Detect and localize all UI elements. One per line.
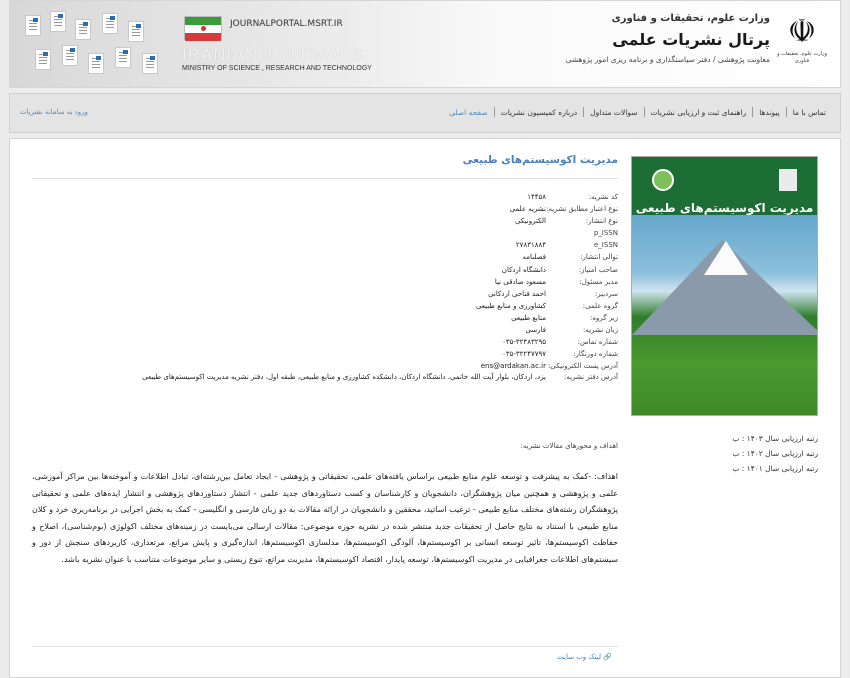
main-nav [9, 93, 841, 133]
info-label: e_ISSN [594, 241, 618, 250]
book-logo-icon [779, 169, 797, 191]
info-row [32, 191, 618, 203]
goals-heading: اهداف و محور‌های مقالات نشریه: [520, 442, 618, 450]
cover-title: مدیریت اکوسیستم‌های طبیعی [635, 201, 814, 215]
info-row [32, 264, 618, 276]
info-label: آدرس دفتر نشریه: [564, 373, 618, 382]
email-value[interactable]: ens@ardakan.ac.ir [480, 362, 546, 371]
info-row [32, 300, 618, 312]
info-value: ۲۷۸۳۱۸۸۴ [515, 241, 546, 250]
nav-about-commission[interactable]: درباره کمیسیون نشریات [500, 107, 578, 117]
info-row [32, 215, 618, 227]
info-row [32, 251, 618, 263]
info-value: دانشگاه اردکان [501, 265, 546, 274]
info-value: کشاورزی و منابع طبیعی [475, 301, 546, 310]
divider [32, 646, 618, 647]
info-row [32, 360, 618, 372]
login-link[interactable]: ورود به سامانه نشریات [20, 108, 88, 116]
nav-divider [786, 107, 787, 117]
info-row [32, 312, 618, 324]
website-link[interactable] [557, 653, 612, 661]
nav-links[interactable]: پیوندها [759, 107, 780, 117]
info-label: سردبیر: [594, 289, 618, 298]
nav-home[interactable]: صفحه اصلی [449, 107, 488, 117]
info-row [32, 324, 618, 336]
info-row [32, 203, 618, 215]
info-row [32, 372, 618, 382]
info-row [32, 276, 618, 288]
info-label: نوع اعتبار مطابق نشریه: [546, 205, 618, 214]
info-row [32, 239, 618, 251]
info-label: p_ISSN [593, 229, 618, 238]
info-label: نوع انتشار: [585, 217, 618, 226]
info-label: شماره دورنگار: [573, 350, 618, 359]
ministry-persian: وزارت علوم، تحقیقات و فناوری [611, 13, 770, 24]
iran-flag-icon [184, 16, 222, 40]
info-row [32, 336, 618, 348]
journal-description: اهداف: -کمک به پیشرفت و توسعه علوم منابع طبیعی براساس یافته‌های علمی، تحقیقاتی و پژوهشی - ایجاد تعامل بین‌رشته‌ای، تبادل اطلاعات و آموخته‌ها بین مراکز آموزشی، علمی و پژوهشی و همچنین میان پژوهشگران، دانشجویان و کارشناسان و کسب دستاوردهای جدید علمی - انتشار دستاوردهای پژوهشی و انتشار ایده‌های علمی و تحقیقاتی پژوهشگران رشته‌های مختلف منابع طبیعی - ترغیب اساتید، محققین و دانشجویان در ارائه مقالات به دو زبان فارسی و انگلیسی - کمک به بخش اجرایی در برنامه‌ریزی خرد و کلان منابع طبیعی با استناد به نتایج حاصل از تحقیقات جدید منتشر شده در نشریه حوزه موضوعی: مقالات ارسالی می‌بایست در زمینه‌های مختلف اکولوژی (بوم‌شناسی)، اصلاح و حفاظت اکوسیستم‌ها، تاثیر توسعه انسانی بر اکوسیستم‌ها، آلودگی اکوسیستم‌ها، مدلسازی اکوسیستم‌ها، اندازه‌گیری و پایش مراتع، مرتعداری، کاربردهای سنجش از دور و سیستم‌های اطلاعات جغرافیایی در مدیریت اکوسیستم‌ها، توسعه پایدار، اقتصاد اکوسیستم‌ها، مدیریت مراتع، تنوع زیستی و سایر موضوعات متناسب با عنوان نشریه باشد. [32, 472, 618, 564]
info-value: منابع طبیعی [511, 313, 546, 322]
ranking-item: رتبه ارزیابی سال ۱۴۰۲ : ب [732, 449, 818, 458]
info-value: مسعود صادقی نیا [494, 277, 546, 286]
info-value: الکترونیکی [514, 217, 546, 226]
journal-info-table [32, 191, 618, 382]
info-label: زبان نشریه: [583, 326, 618, 335]
info-value: فصلنامه [522, 253, 546, 262]
website-label: لینک وب سایت [557, 653, 602, 661]
nav-faq[interactable]: سوالات متداول [590, 107, 638, 117]
info-label: گروه علمی: [582, 301, 618, 310]
nav-registration-guide[interactable]: راهنمای ثبت و ارزیابی نشریات [650, 107, 747, 117]
ranking-item: رتبه ارزیابی سال ۱۴۰۱ : ب [732, 464, 818, 473]
info-row [32, 348, 618, 360]
journal-cover-image [631, 156, 818, 416]
info-row [32, 288, 618, 300]
info-value [32, 227, 546, 239]
emblem-caption: وزارت علوم، تحقیقات و فناوری [777, 51, 827, 64]
department-subtitle: معاونت پژوهشی / دفتر سیاستگذاری و برنامه ریزی امور پژوهشی [565, 55, 770, 64]
info-label: زیر گروه: [589, 313, 618, 322]
rankings-list [633, 434, 818, 479]
nav-divider [494, 107, 495, 117]
site-header [9, 0, 841, 88]
journal-title: مدیریت اکوسیستم‌های طبیعی [462, 154, 618, 166]
nav-divider [644, 107, 645, 117]
info-row [32, 227, 618, 239]
nav-contact[interactable]: تماس با ما [792, 107, 826, 117]
iran-emblem-logo[interactable] [776, 11, 828, 81]
documents-graphic [20, 9, 165, 81]
info-label: صاحب امتیاز: [578, 265, 618, 274]
info-value: نشریه علمی [509, 205, 546, 214]
divider [32, 178, 618, 179]
journal-panel [9, 138, 841, 678]
portal-title[interactable]: پرتال نشریات علمی [612, 30, 770, 49]
nav-divider [752, 107, 753, 117]
info-value: احمد فتاحی اردکانی [488, 289, 546, 298]
brand-title: IRANIAN JOURNALS [182, 45, 363, 64]
university-logo-icon [652, 169, 674, 191]
info-value: فارسی [525, 326, 546, 335]
emblem-icon: ☫ [787, 12, 817, 50]
ministry-english: MINISTRY OF SCIENCE , RESEARCH AND TECHNOLOGY [182, 65, 372, 72]
info-value: ۰۳۵-۳۲۴۸۳۲۹۵ [502, 338, 546, 347]
portal-url: JOURNALPORTAL.MSRT.IR [230, 19, 343, 29]
link-icon: 🔗 [603, 653, 612, 661]
info-value: ۰۳۵-۳۲۲۴۷۷۹۷ [502, 350, 546, 359]
info-label: آدرس پست الکترونیکی: [548, 362, 618, 371]
info-value: ۱۴۴۵۸ [527, 193, 546, 201]
info-label: کد نشریه: [588, 193, 618, 201]
info-label: توالی انتشار: [580, 253, 618, 262]
info-label: شماره تماس: [577, 338, 618, 347]
ranking-item: رتبه ارزیابی سال ۱۴۰۳ : ب [732, 434, 818, 443]
address-value: یزد، اردکان، بلوار آیت الله خاتمی، دانشگاه اردکان، دانشکده کشاورزی و منابع طبیعی، طبقه اول، دفتر نشریه مدیریت اکوسیستم‌های طبیعی [142, 373, 546, 382]
info-label: مدیر مسئول: [579, 277, 618, 286]
nav-divider [583, 107, 584, 117]
